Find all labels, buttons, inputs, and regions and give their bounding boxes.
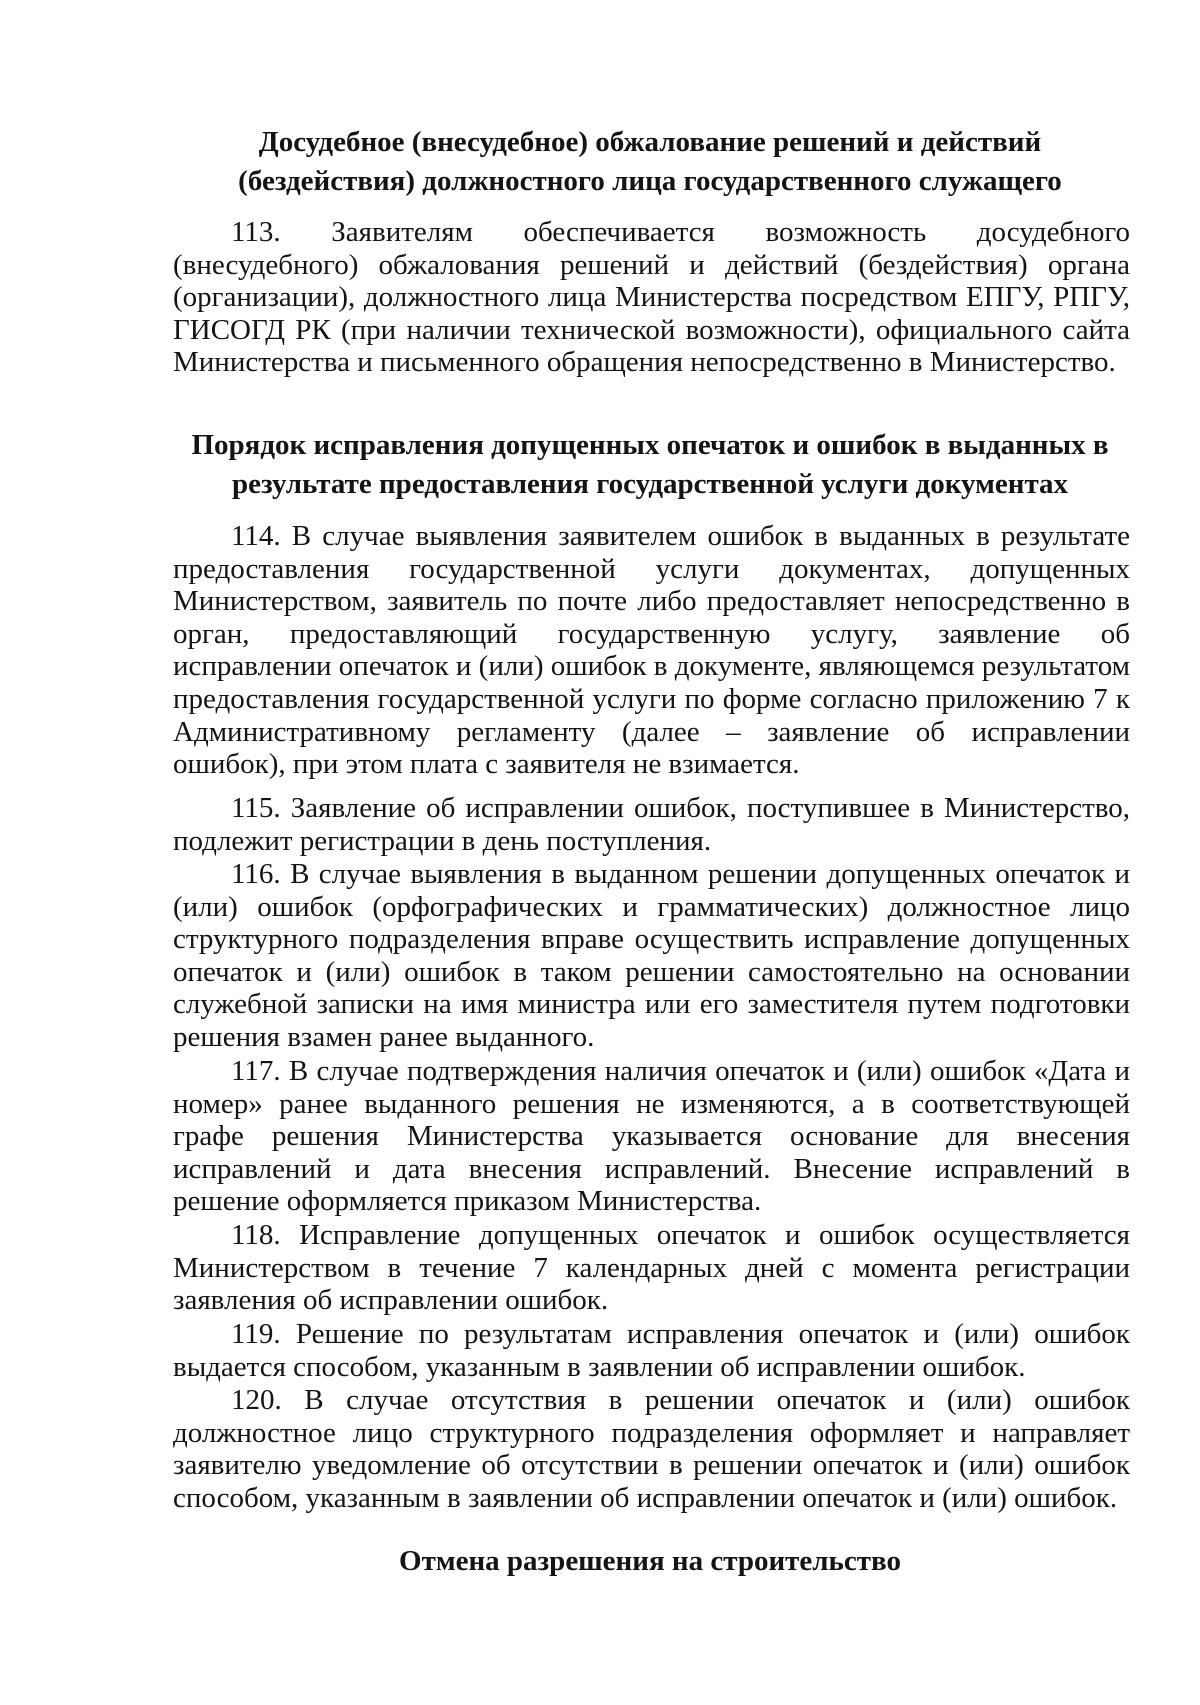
section-heading-pretrial-appeal: Досудебное (внесудебное) обжалование решений и действий (бездействия) должностного лица государственного служащего bbox=[238, 126, 1062, 197]
paragraph-116: 116. В случае выявления в выданном решении допущенных опечаток и (или) ошибок (орфографических и грамматических) должностное лицо структурного подразделения вправе осуществить исправление допущенных опечаток и (или) ошибок в таком решении самостоятельно на основании служебной записки на имя министра или его заместителя путем подготовки решения взамен ранее выданного. bbox=[173, 858, 1130, 1053]
section-heading-permit-cancellation: Отмена разрешения на строительство bbox=[399, 1545, 901, 1577]
paragraph-119: 119. Решение по результатам исправления опечаток и (или) ошибок выдается способом, указанным в заявлении об исправлении ошибок. bbox=[173, 1318, 1130, 1383]
paragraph-115: 115. Заявление об исправлении ошибок, поступившее в Министерство, подлежит регистрации в день поступления. bbox=[173, 792, 1130, 857]
paragraph-113: 113. Заявителям обеспечивается возможность досудебного (внесудебного) обжалования решений и действий (бездействия) органа (организации), должностного лица Министерства посредством ЕПГУ, РПГУ, ГИСОГД РК (при наличии технической возможности), официального сайта Министерства и письменного обращения непосредственно в Министерство. bbox=[173, 216, 1130, 379]
paragraph-117: 117. В случае подтверждения наличия опечаток и (или) ошибок «Дата и номер» ранее выданного решения не изменяются, а в соответствующей графе решения Министерства указывается основание для внесения исправлений и дата внесения исправлений. Внесение исправлений в решение оформляется приказом Министерства. bbox=[173, 1055, 1130, 1218]
paragraph-120: 120. В случае отсутствия в решении опечаток и (или) ошибок должностное лицо структурного подразделения оформляет и направляет заявителю уведомление об отсутствии в решении опечаток и (или) ошибок способом, указанным в заявлении об исправлении опечаток и (или) ошибок. bbox=[173, 1384, 1130, 1514]
paragraph-118: 118. Исправление допущенных опечаток и ошибок осуществляется Министерством в течение 7 календарных дней с момента регистрации заявления об исправлении ошибок. bbox=[173, 1219, 1130, 1317]
paragraph-114: 114. В случае выявления заявителем ошибок в выданных в результате предоставления государственной услуги документах, допущенных Министерством, заявитель по почте либо предоставляет непосредственно в орган, предоставляющий государственную услугу, заявление об исправлении опечаток и (или) ошибок в документе, являющемся результатом предоставления государственной услуги по форме согласно приложению 7 к Административному регламенту (далее – заявление об исправлении ошибок), при этом плата с заявителя не взимается. bbox=[173, 520, 1130, 781]
section-heading-error-correction: Порядок исправления допущенных опечаток и ошибок в выданных в результате предоставления государственной услуги документах bbox=[191, 429, 1109, 500]
